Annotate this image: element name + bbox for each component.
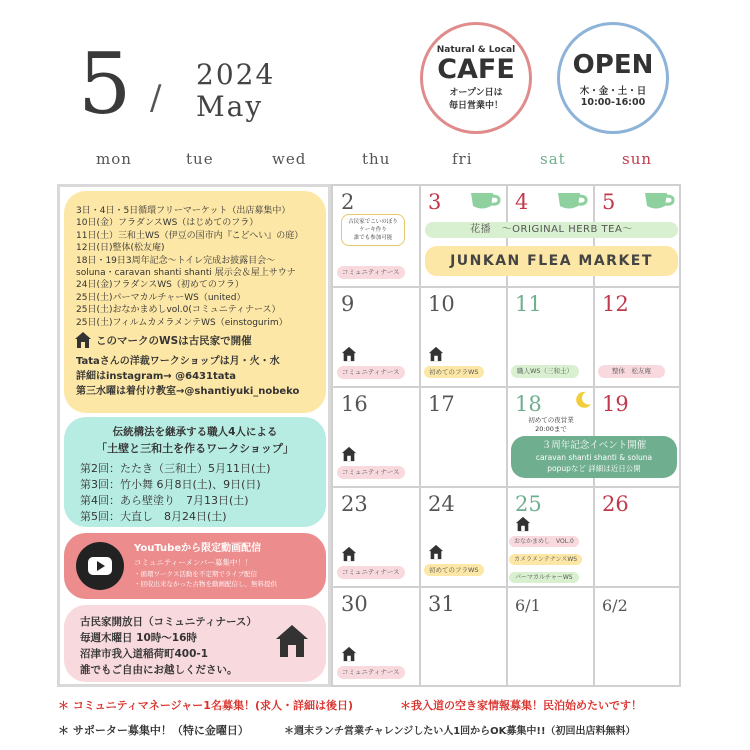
day-number: 25 (515, 492, 542, 516)
day-number: 9 (341, 292, 355, 316)
workshop-session: 第2回：たたき（三和土）5月11日(土) (80, 462, 271, 475)
house-icon (74, 331, 92, 349)
open-house-line3: 沼津市我入道稲荷町400-1 (80, 648, 209, 660)
community-nurse-tag: コミュニティナース (337, 466, 405, 479)
workshop-box (64, 417, 326, 527)
house-icon (515, 516, 531, 532)
day-number: 4 (515, 190, 529, 214)
day-number: 26 (602, 492, 629, 516)
workshop-session: 第3回：竹小舞 6月8日(土)、9日(日) (80, 478, 261, 491)
weekday-sat: sat (540, 150, 566, 168)
footer-lunch-challenge: ＊週末ランチ営業チャレンジしたい人1回からOK募集中!!（初回出店料無料） (284, 726, 636, 737)
month-name: May (196, 90, 264, 123)
footer-vacant-house: ＊我入道の空き家情報募集！民泊始めたいです！ (400, 699, 642, 712)
community-nurse-tag: コミュニティナース (337, 366, 405, 379)
date-slash: / (150, 78, 162, 118)
house-icon (341, 446, 357, 462)
house-icon (428, 544, 444, 560)
day-number: 23 (341, 492, 368, 516)
workshop-title2: 「土壁と三和土を作るワークショップ」 (96, 442, 294, 455)
day-number: 2 (341, 190, 355, 214)
teacup-icon (555, 190, 591, 212)
anniversary-line3: popupなど 詳細は近日公開 (547, 464, 641, 473)
open-house-line2: 毎週木曜日 10時～16時 (80, 632, 197, 644)
workshop-session: 第4回：あら壁塗り 7月13日(土) (80, 494, 249, 507)
day-number: 6/1 (515, 596, 541, 615)
weekday-sun: sun (622, 150, 653, 168)
weekday-mon: mon (96, 150, 132, 168)
instagram-note: 詳細はinstagram→ @6431tata (76, 371, 237, 382)
event-line: 25日(土)おなかまめしvol.0(コミュニティナース） (76, 305, 281, 316)
event-line: 18日・19日3周年記念～トイレ完成お披露目会～ (76, 255, 276, 266)
year-label: 2024 (196, 58, 276, 91)
youtube-line2: ・循環ワークス活動を不定期でライブ配信 (134, 570, 258, 578)
cafe-badge-line4: 毎日営業中！ (448, 101, 503, 111)
anniversary-line1: ３周年記念イベント開催 (541, 440, 647, 451)
weekday-fri: fri (452, 150, 473, 168)
workshop-session: 第5回：大直し 8月24日(土) (80, 510, 227, 523)
youtube-line3: ・回収出来なかった古物を動画配信し、無料提供 (134, 580, 277, 588)
note-line: ケーキ作り (359, 227, 387, 233)
day-number: 16 (341, 392, 368, 416)
footer-supporter: ＊ サポーター募集中！（特に金曜日） (58, 724, 249, 737)
community-nurse-tag: コミュニティナース (337, 666, 405, 679)
night-market-line1: 初めての夜営業 (528, 416, 574, 424)
day-number: 18 (515, 392, 542, 416)
open-badge-title: OPEN (572, 50, 654, 80)
open-house-box (64, 605, 326, 682)
workshop-title1: 伝統構法を継承する職人4人による (112, 426, 278, 438)
event-line: 12日(日)整体(松友庵) (76, 243, 165, 254)
open-house-line1: 古民家開放日（コミュニティナース） (80, 616, 257, 628)
day-number: 24 (428, 492, 455, 516)
open-badge-days: 木・金・土・日 (579, 86, 647, 97)
day-number: 11 (515, 292, 542, 316)
seitai-tag: 整体 松友庵 (598, 365, 665, 378)
calendar-grid (331, 184, 681, 687)
note-line: 古民家でこいのぼり (348, 219, 398, 225)
weekday-tue: tue (186, 150, 214, 168)
koinobori-note (341, 214, 405, 246)
anniversary-line2: caravan shanti shanti & soluna (535, 453, 653, 462)
community-nurse-tag: コミュニティナース (337, 266, 405, 279)
day-number: 5 (602, 190, 616, 214)
teacup-icon (642, 190, 678, 212)
event-line: 25日(土)パーマカルチャーWS（united） (76, 292, 246, 303)
month-number: 5 (78, 35, 132, 133)
day-number: 30 (341, 592, 368, 616)
day-number: 3 (428, 190, 442, 214)
info-panel (57, 184, 331, 687)
house-icon (428, 346, 444, 362)
house-icon (274, 623, 310, 659)
footer-manager-recruit: ＊ コミュニティマネージャー1名募集！(求人・詳細は後日) (58, 699, 353, 712)
day-number: 31 (428, 592, 455, 616)
hula-ws-tag: 初めてのフラWS (424, 564, 484, 576)
event-line: 11日(土）三和土WS（伊豆の国市内『こどへい』の庭） (76, 230, 304, 241)
tata-note: Tataさんの洋裁ワークショップは月・火・水 (76, 356, 280, 367)
cafe-badge (420, 22, 532, 134)
teacup-icon (468, 190, 504, 212)
camera-ws-tag: カメラメンテナンスWS (509, 554, 582, 565)
house-mark-note: このマークのWSは古民家で開催 (96, 335, 252, 347)
hula-ws-tag: 初めてのフラWS (424, 366, 484, 378)
events-box (64, 191, 326, 413)
cafe-badge-line1: Natural & Local (436, 45, 516, 55)
herb-tea-banner: 花播 ～ORIGINAL HERB TEA～ (425, 222, 678, 238)
craftsman-ws-tag: 職人WS（三和土） (511, 365, 579, 378)
note-line: 誰でも参加可能 (353, 235, 393, 241)
event-line: 25日(土)フィルムカメラメンテWS（einstogurim） (76, 317, 288, 328)
kimono-note: 第三水曜は着付け教室→@shantiyuki_nobeko (76, 386, 300, 397)
onaka-tag: おなかまめし VOL.0 (509, 536, 579, 547)
permaculture-ws-tag: パーマカルチャーWS (509, 572, 579, 583)
event-line: 10日(金）フラダンスWS（はじめてのフラ） (76, 218, 259, 229)
youtube-title: YouTubeから限定動画配信 (134, 543, 262, 554)
event-line: soluna・caravan shanti shanti 展示会＆屋上サウナ (76, 268, 296, 279)
youtube-line1: コミュニティーメンバー募集中！！ (134, 558, 253, 567)
events-list (76, 205, 303, 329)
day-number: 10 (428, 292, 455, 316)
day-number: 12 (602, 292, 629, 316)
night-market-line2: 20:00まで (535, 425, 567, 433)
open-hours-badge (557, 22, 669, 134)
house-icon (341, 546, 357, 562)
community-nurse-tag: コミュニティナース (337, 566, 405, 579)
flea-market-banner: JUNKAN FLEA MARKET (425, 246, 678, 276)
cafe-badge-title: CAFE (437, 54, 515, 85)
event-line: 3日・4日・5日循環フリーマーケット（出店募集中） (76, 206, 291, 216)
cafe-badge-line3: オープン日は (449, 88, 503, 98)
day-number: 17 (428, 392, 455, 416)
anniversary-banner (511, 436, 677, 478)
house-icon (341, 646, 357, 662)
youtube-box (64, 533, 326, 599)
day-number: 19 (602, 392, 629, 416)
day-number: 6/2 (602, 596, 628, 615)
moon-icon (573, 390, 593, 410)
open-badge-hours: 10:00-16:00 (580, 97, 646, 108)
event-line: 24日(金)フラダンスWS（初めてのフラ） (76, 280, 244, 291)
weekday-thu: thu (362, 150, 391, 168)
weekday-wed: wed (272, 150, 307, 168)
house-icon (341, 346, 357, 362)
open-house-line4: 誰でもご自由にお越しください。 (80, 664, 238, 676)
youtube-icon (76, 542, 124, 590)
